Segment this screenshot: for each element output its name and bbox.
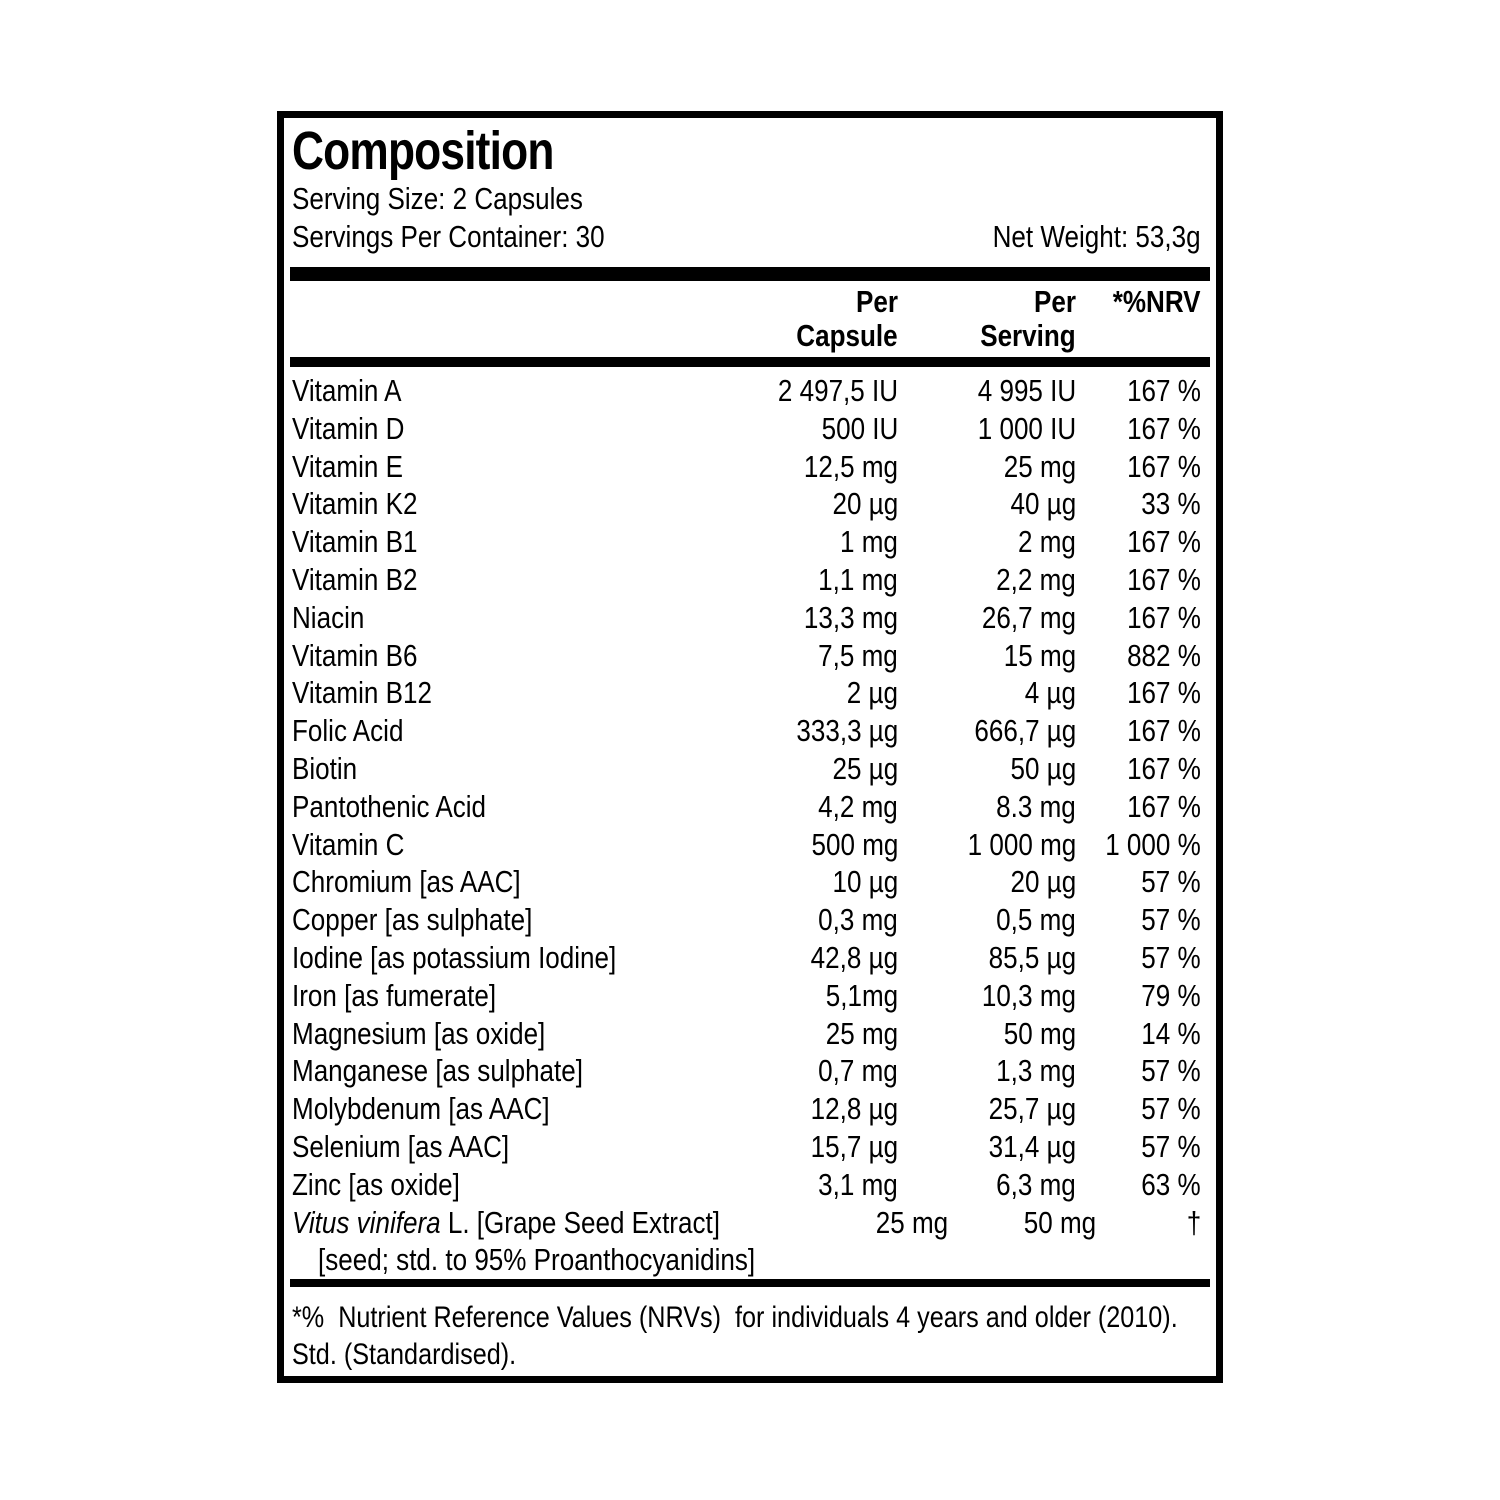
- per-serving-value: [898, 977, 1076, 1015]
- per-serving-value-text: 26,7 mg: [981, 599, 1076, 635]
- per-serving-value: [948, 1204, 1097, 1242]
- ingredient-name-text: Vitamin B12: [292, 675, 432, 711]
- ingredient-name: [292, 863, 723, 901]
- ingredient-name-text: Biotin: [292, 750, 358, 786]
- per-serving-value: [898, 939, 1076, 977]
- nrv-value-text: 1 000 %: [1105, 826, 1201, 862]
- per-serving-value: [898, 788, 1076, 826]
- nrv-value: [1076, 901, 1201, 939]
- ingredient-name: [292, 674, 723, 712]
- per-serving-value-text: 2,2 mg: [996, 561, 1076, 597]
- per-serving-value: [898, 1090, 1076, 1128]
- ingredient-row: [292, 637, 1201, 675]
- nrv-value: [1076, 485, 1201, 523]
- per-serving-value: [898, 1128, 1076, 1166]
- servings-per-container-text: Servings Per Container: 30: [292, 219, 605, 254]
- per-serving-value-text: 25 mg: [1003, 448, 1076, 484]
- per-serving-value: [898, 523, 1076, 561]
- nrv-value-text: 14 %: [1141, 1015, 1201, 1051]
- per-serving-value-text: 0,5 mg: [996, 902, 1076, 938]
- header-per-capsule: [723, 285, 898, 353]
- nrv-value-text: †: [1186, 1204, 1201, 1240]
- ingredient-name: [292, 599, 723, 637]
- nrv-value-text: 57 %: [1141, 864, 1201, 900]
- nrv-value-text: 167 %: [1127, 788, 1201, 824]
- per-capsule-value-text: 10 µg: [832, 864, 898, 900]
- per-capsule-value: [723, 750, 898, 788]
- footnote-block: [284, 1287, 1216, 1373]
- composition-panel: [277, 111, 1223, 1383]
- nrv-value-text: 167 %: [1127, 373, 1201, 408]
- ingredient-row: [292, 977, 1201, 1015]
- ingredient-name-text: Molybdenum [as AAC]: [292, 1091, 550, 1127]
- per-serving-value-text: 15 mg: [1003, 637, 1076, 673]
- per-serving-value-text: 50 mg: [1024, 1204, 1097, 1240]
- per-capsule-value: [838, 1241, 971, 1279]
- ingredient-name: [292, 637, 723, 675]
- per-capsule-value: [723, 523, 898, 561]
- nrv-value-text: 167 %: [1127, 410, 1201, 446]
- per-capsule-value: [723, 372, 898, 410]
- ingredient-row: [292, 1204, 1201, 1242]
- nrv-value-text: 167 %: [1127, 561, 1201, 597]
- per-capsule-value-text: 4,2 mg: [818, 788, 898, 824]
- ingredient-name-text: Vitamin C: [292, 826, 405, 862]
- per-serving-value-text: 31,4 µg: [988, 1128, 1076, 1164]
- per-serving-value-text: 20 µg: [1010, 864, 1076, 900]
- ingredient-row: [292, 485, 1201, 523]
- nrv-value: [1076, 448, 1201, 486]
- nrv-value: [1076, 561, 1201, 599]
- nrv-value: [1076, 863, 1201, 901]
- per-capsule-value-text: 12,8 µg: [810, 1091, 898, 1127]
- nrv-value-text: 57 %: [1141, 902, 1201, 938]
- header-per-capsule-line1: Per: [856, 284, 898, 319]
- ingredient-name: [292, 372, 723, 410]
- ingredient-name-text: Chromium [as AAC]: [292, 864, 521, 900]
- per-serving-value-text: 40 µg: [1010, 486, 1076, 522]
- per-capsule-value-text: 3,1 mg: [818, 1166, 898, 1202]
- ingredient-row: [292, 1015, 1201, 1053]
- ingredient-name: [292, 712, 723, 750]
- per-serving-value: [898, 1052, 1076, 1090]
- ingredient-name-text: Folic Acid: [292, 713, 404, 749]
- ingredient-name-text: Vitamin B1: [292, 524, 418, 560]
- nrv-value: [1076, 826, 1201, 864]
- nrv-value: [1076, 637, 1201, 675]
- ingredient-row: [292, 901, 1201, 939]
- per-capsule-value-text: 333,3 µg: [796, 713, 898, 749]
- ingredient-row: [292, 448, 1201, 486]
- per-capsule-value: [723, 863, 898, 901]
- per-serving-value-text: 1,3 mg: [996, 1053, 1076, 1089]
- per-serving-value: [898, 863, 1076, 901]
- footnote-line-1-text: *% Nutrient Reference Values (NRVs) for individuals 4 years and older (2010).: [292, 1301, 1178, 1335]
- ingredient-name-text: Manganese [as sulphate]: [292, 1053, 583, 1089]
- ingredient-name: [292, 901, 723, 939]
- per-capsule-value-text: 500 IU: [821, 410, 898, 446]
- header-nrv-text: *%NRV: [1113, 284, 1201, 319]
- nrv-value: [1076, 1015, 1201, 1053]
- ingredient-name: [292, 1166, 723, 1204]
- per-capsule-value-text: 2 497,5 IU: [777, 373, 898, 408]
- ingredient-row: [292, 750, 1201, 788]
- per-capsule-value: [723, 674, 898, 712]
- per-capsule-value-text: 500 mg: [811, 826, 898, 862]
- ingredient-name-text: Vitamin D: [292, 410, 405, 446]
- per-capsule-value: [723, 977, 898, 1015]
- per-capsule-value-text: 15,7 µg: [810, 1128, 898, 1164]
- per-serving-value: [898, 410, 1076, 448]
- per-capsule-value-text: 5,1mg: [825, 977, 898, 1013]
- ingredient-name-italic: Vitus vinifera: [292, 1204, 441, 1240]
- per-serving-value: [898, 750, 1076, 788]
- nrv-value: [1076, 939, 1201, 977]
- ingredient-row: [292, 1090, 1201, 1128]
- separator-bar-footer: [290, 1279, 1210, 1287]
- per-serving-value: [898, 485, 1076, 523]
- separator-bar-top: [290, 267, 1210, 281]
- ingredient-name-text: [seed; std. to 95% Proanthocyanidins]: [318, 1242, 756, 1278]
- nrv-value: [1076, 674, 1201, 712]
- ingredient-name-text: Niacin: [292, 599, 365, 635]
- footnote-line-1: [292, 1299, 1201, 1336]
- nrv-value-text: 57 %: [1141, 1128, 1201, 1164]
- panel-title: [284, 122, 1216, 180]
- ingredient-name-text: Vitamin A: [292, 373, 402, 408]
- ingredient-row: [292, 939, 1201, 977]
- per-serving-value: [898, 372, 1076, 410]
- per-capsule-value: [723, 1052, 898, 1090]
- per-capsule-value: [723, 901, 898, 939]
- nrv-value-text: 167 %: [1127, 750, 1201, 786]
- panel-title-text: Composition: [292, 121, 554, 181]
- per-capsule-value: [723, 939, 898, 977]
- ingredient-row: [292, 523, 1201, 561]
- per-capsule-value: [723, 826, 898, 864]
- ingredient-name: [292, 750, 723, 788]
- ingredient-name-text: L. [Grape Seed Extract]: [440, 1204, 720, 1240]
- per-serving-value-text: 1 000 IU: [977, 410, 1076, 446]
- per-capsule-value-text: 25 µg: [832, 750, 898, 786]
- ingredient-name: [292, 826, 723, 864]
- ingredient-name-text: Iodine [as potassium Iodine]: [292, 939, 617, 975]
- table-header-row: [284, 281, 1216, 357]
- per-serving-value: [898, 901, 1076, 939]
- per-serving-value-text: 2 mg: [1018, 524, 1076, 560]
- per-capsule-value: [723, 1128, 898, 1166]
- per-capsule-value-text: 42,8 µg: [810, 939, 898, 975]
- ingredient-name-text: Vitamin E: [292, 448, 403, 484]
- nrv-value-text: 167 %: [1127, 448, 1201, 484]
- nrv-value: [1076, 788, 1201, 826]
- ingredient-name: [292, 788, 723, 826]
- per-serving-value-text: 85,5 µg: [988, 939, 1076, 975]
- per-capsule-value: [723, 712, 898, 750]
- header-nrv: [1076, 285, 1201, 319]
- ingredient-name: [292, 1128, 723, 1166]
- ingredient-name: [292, 523, 723, 561]
- per-capsule-value: [801, 1204, 947, 1242]
- nrv-value: [1106, 1241, 1201, 1279]
- per-capsule-value: [723, 637, 898, 675]
- ingredient-name: [292, 410, 723, 448]
- ingredient-name-text: Vitamin B2: [292, 561, 418, 597]
- per-serving-value-text: 4 µg: [1024, 675, 1076, 711]
- per-capsule-value: [723, 485, 898, 523]
- per-serving-value-text: 10,3 mg: [981, 977, 1076, 1013]
- ingredient-row: [292, 674, 1201, 712]
- ingredient-name: [292, 1052, 723, 1090]
- ingredient-row: [292, 1241, 1201, 1279]
- nrv-value-text: 33 %: [1141, 486, 1201, 522]
- ingredient-name: [292, 1090, 723, 1128]
- per-serving-value-text: 25,7 µg: [988, 1091, 1076, 1127]
- nrv-value: [1076, 372, 1201, 410]
- per-serving-value: [898, 1166, 1076, 1204]
- per-capsule-value: [723, 448, 898, 486]
- ingredient-row: [292, 1166, 1201, 1204]
- per-capsule-value: [723, 1090, 898, 1128]
- ingredient-name-text: Magnesium [as oxide]: [292, 1015, 546, 1051]
- ingredient-row: [292, 788, 1201, 826]
- per-serving-value-text: 6,3 mg: [996, 1166, 1076, 1202]
- nrv-value: [1076, 1166, 1201, 1204]
- per-capsule-value: [723, 1166, 898, 1204]
- ingredient-name: [292, 1015, 723, 1053]
- per-capsule-value: [723, 788, 898, 826]
- nrv-value-text: 57 %: [1141, 939, 1201, 975]
- nrv-value: [1076, 410, 1201, 448]
- ingredient-row: [292, 826, 1201, 864]
- nrv-value: [1076, 523, 1201, 561]
- per-serving-value: [898, 448, 1076, 486]
- serving-size-text: Serving Size: 2 Capsules: [292, 181, 583, 216]
- separator-bar-header: [290, 357, 1210, 367]
- ingredient-name-text: Iron [as fumerate]: [292, 977, 497, 1013]
- per-serving-value: [898, 1015, 1076, 1053]
- serving-size-line: [284, 180, 1216, 218]
- ingredient-name-text: Vitamin K2: [292, 486, 418, 522]
- per-serving-value-text: 666,7 µg: [974, 713, 1076, 749]
- per-capsule-value-text: 13,3 mg: [803, 599, 898, 635]
- per-capsule-value-text: 0,7 mg: [818, 1053, 898, 1089]
- per-capsule-value-text: 1,1 mg: [818, 561, 898, 597]
- ingredient-name: [292, 1204, 801, 1242]
- per-serving-value-text: 4 995 IU: [977, 373, 1076, 408]
- per-capsule-value: [723, 410, 898, 448]
- nrv-value: [1076, 1052, 1201, 1090]
- nrv-value-text: 167 %: [1127, 599, 1201, 635]
- ingredient-name-text: Vitamin B6: [292, 637, 418, 673]
- nrv-value-text: 57 %: [1141, 1091, 1201, 1127]
- header-per-serving-line1: Per: [1034, 284, 1076, 319]
- ingredient-row: [292, 1128, 1201, 1166]
- ingredient-row: [292, 599, 1201, 637]
- meta-line: [284, 218, 1216, 256]
- nrv-value: [1076, 750, 1201, 788]
- ingredient-name: [292, 1241, 838, 1279]
- per-capsule-value-text: 0,3 mg: [818, 902, 898, 938]
- ingredient-row: [292, 863, 1201, 901]
- ingredient-name-text: Copper [as sulphate]: [292, 902, 533, 938]
- nrv-value-text: 57 %: [1141, 1053, 1201, 1089]
- nrv-value-text: 167 %: [1127, 524, 1201, 560]
- nrv-value-text: 882 %: [1127, 637, 1201, 673]
- per-serving-value: [898, 674, 1076, 712]
- per-serving-value: [898, 599, 1076, 637]
- nrv-value-text: 79 %: [1141, 977, 1201, 1013]
- ingredient-row: [292, 410, 1201, 448]
- per-serving-value-text: 8.3 mg: [996, 788, 1076, 824]
- per-serving-value-text: 1 000 mg: [967, 826, 1076, 862]
- header-per-serving: [898, 285, 1076, 353]
- nrv-value: [1076, 712, 1201, 750]
- per-serving-value: [898, 826, 1076, 864]
- ingredient-name-text: Selenium [as AAC]: [292, 1128, 510, 1164]
- per-serving-value: [898, 637, 1076, 675]
- nrv-value: [1076, 977, 1201, 1015]
- net-weight-text: Net Weight: 53,3g: [993, 219, 1201, 254]
- per-capsule-value-text: 7,5 mg: [818, 637, 898, 673]
- header-per-serving-line2: Serving: [980, 318, 1076, 353]
- header-per-capsule-line2: Capsule: [796, 318, 898, 353]
- per-serving-value-text: 50 µg: [1010, 750, 1076, 786]
- per-capsule-value: [723, 599, 898, 637]
- per-serving-value: [898, 712, 1076, 750]
- ingredient-row: [292, 1052, 1201, 1090]
- per-capsule-value-text: 1 mg: [840, 524, 898, 560]
- nrv-value: [1076, 599, 1201, 637]
- per-serving-value: [898, 561, 1076, 599]
- nrv-value: [1076, 1090, 1201, 1128]
- ingredient-name-text: Pantothenic Acid: [292, 788, 487, 824]
- per-capsule-value-text: 25 mg: [825, 1015, 898, 1051]
- ingredient-row: [292, 561, 1201, 599]
- ingredient-name: [292, 939, 723, 977]
- nrv-value: [1097, 1204, 1201, 1242]
- ingredient-name-text: Zinc [as oxide]: [292, 1166, 460, 1202]
- ingredient-rows: [284, 372, 1216, 1279]
- per-capsule-value: [723, 561, 898, 599]
- nrv-value-text: 167 %: [1127, 675, 1201, 711]
- ingredient-name: [292, 977, 723, 1015]
- ingredient-row: [292, 372, 1201, 410]
- per-capsule-value-text: 25 mg: [875, 1204, 948, 1240]
- nrv-value-text: 63 %: [1141, 1166, 1201, 1202]
- per-capsule-value-text: 12,5 mg: [803, 448, 898, 484]
- per-capsule-value-text: 20 µg: [832, 486, 898, 522]
- nrv-value-text: 167 %: [1127, 713, 1201, 749]
- ingredient-name: [292, 485, 723, 523]
- per-capsule-value: [723, 1015, 898, 1053]
- per-capsule-value-text: 2 µg: [846, 675, 898, 711]
- ingredient-row: [292, 712, 1201, 750]
- ingredient-name: [292, 448, 723, 486]
- ingredient-name: [292, 561, 723, 599]
- nrv-value: [1076, 1128, 1201, 1166]
- per-serving-value-text: 50 mg: [1003, 1015, 1076, 1051]
- footnote-line-2: [292, 1336, 1201, 1373]
- per-serving-value: [971, 1241, 1106, 1279]
- footnote-line-2-text: Std. (Standardised).: [292, 1338, 517, 1372]
